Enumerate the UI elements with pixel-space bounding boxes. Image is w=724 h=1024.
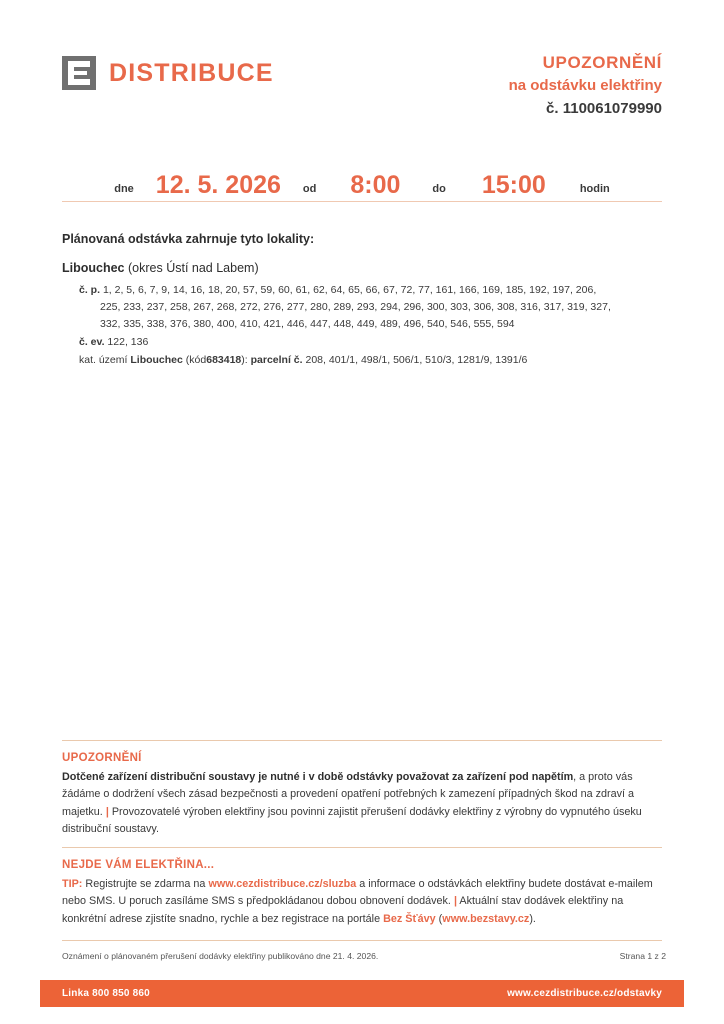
bottom-contact-bar <box>40 980 684 1007</box>
kat-line <box>79 352 667 369</box>
label-hours: hodin <box>579 183 610 195</box>
warning-notice-heading: UPOZORNĚNÍ <box>62 752 142 764</box>
parcel-values: 208, 401/1, 498/1, 506/1, 510/3, 1281/9, 1391/6 <box>305 354 528 366</box>
warning-notice-body <box>62 769 666 839</box>
kat-kod-open: (kód <box>185 354 207 366</box>
outage-time-to: 15:00 <box>481 171 546 199</box>
divider-top <box>62 740 662 741</box>
label-date: dne <box>114 183 134 195</box>
outage-info-notice <box>62 859 666 928</box>
link-bezstavy-url[interactable]: www.bezstavy.cz <box>442 912 530 925</box>
tip-label: TIP: <box>62 878 83 890</box>
contact-website[interactable]: www.cezdistribuce.cz/odstavky <box>507 988 662 999</box>
cp-values-3: 332, 335, 338, 376, 380, 400, 410, 421, 446, 447, 448, 449, 489, 496, 540, 546, 555, 594 <box>100 318 515 330</box>
parcel-label: parcelní č. <box>250 354 303 366</box>
locality-heading <box>62 261 667 275</box>
outage-date: 12. 5. 2026 <box>155 171 281 199</box>
notice-number: č. 110061079990 <box>546 100 662 118</box>
contact-phone: Linka 800 850 860 <box>62 988 150 999</box>
kat-kod-close: ): <box>241 354 248 366</box>
ev-values: 122, 136 <box>107 336 149 348</box>
warning-separator: | <box>105 805 109 818</box>
locality-name: Libouchec <box>62 261 125 275</box>
ev-label: č. ev. <box>79 336 105 348</box>
ev-line <box>79 334 667 351</box>
outage-text-2: a informace o odstávkách elektřiny budete dostávat e-mailem nebo SMS. U poruch zasíláme SMS s předpokládanou dobou obnovení dodávek. <box>62 878 653 908</box>
cp-line-1 <box>79 282 667 299</box>
locality-details <box>79 282 667 369</box>
link-sluzba[interactable]: www.cezdistribuce.cz/sluzba <box>208 878 357 890</box>
intro-text: Plánovaná odstávka zahrnuje tyto lokality: <box>62 232 315 246</box>
footnote <box>62 951 666 961</box>
link-bez-stavy-label[interactable]: Bez Šťávy <box>383 912 436 925</box>
kat-prefix: kat. území <box>79 354 128 366</box>
locality-district: (okres Ústí nad Labem) <box>128 261 259 275</box>
warning-notice <box>62 752 666 839</box>
kat-kod: 683418 <box>206 354 242 366</box>
document-header <box>62 50 662 140</box>
cp-values-2: 225, 233, 237, 258, 267, 268, 272, 276, 277, 280, 289, 293, 294, 296, 300, 303, 306, 308, 316, 317, 319, 327, <box>100 301 611 313</box>
warning-second-text: Provozovatelé výroben elektřiny jsou povinni zajistit přerušení dodávky elektřiny z výrobny do vypnutého úseku distribuční soustavy. <box>62 805 642 836</box>
cez-logo-icon <box>62 56 96 90</box>
outage-text-3: Aktuální stav dodávek elektřiny na konkrétní adrese zjistíte snadno, rychle a bez registrace na portále <box>62 895 624 925</box>
header-title-block <box>509 50 662 119</box>
page-number: Strana 1 z 2 <box>619 951 666 961</box>
cp-values-1: 1, 2, 5, 6, 7, 9, 14, 16, 18, 20, 57, 59, 60, 61, 62, 64, 65, 66, 67, 72, 77, 161, 166, 169, 185, 192, 197, 206, <box>102 284 597 296</box>
outage-info-body <box>62 876 666 928</box>
outage-time-from: 8:00 <box>350 171 401 199</box>
warning-bold-text: Dotčené zařízení distribuční soustavy je nutné i v době odstávky považovat za zařízení pod napětím <box>62 771 574 783</box>
kat-name: Libouchec <box>130 354 183 366</box>
warning-rest-text: , a proto vás žádáme o dodržení všech zásad bezpečnosti a provedení opatření potřebných k zamezení případných škod na zdraví a majetku. <box>62 771 634 818</box>
notice-title: UPOZORNĚNÍ <box>542 53 662 72</box>
divider-bottom <box>62 940 662 941</box>
outage-info-heading: NEJDE VÁM ELEKTŘINA... <box>62 859 215 871</box>
brand-name: DISTRIBUCE <box>109 58 274 87</box>
label-from: od <box>302 183 317 195</box>
outage-text-4: ( <box>435 912 443 925</box>
locality-block <box>62 261 667 369</box>
publication-note: Oznámení o plánovaném přerušení dodávky elektřiny publikováno dne 21. 4. 2026. <box>62 951 379 961</box>
outage-text-1: Registrujte se zdarma na <box>82 878 209 890</box>
divider-middle <box>62 847 662 848</box>
brand-block <box>62 56 274 90</box>
outage-separator: | <box>453 895 457 908</box>
outage-datetime-bar <box>62 162 662 202</box>
cp-label: č. p. <box>79 284 101 296</box>
label-to: do <box>432 183 446 195</box>
notice-subtitle: na odstávku elektřiny <box>508 77 662 95</box>
outage-text-5: ). <box>529 912 536 925</box>
